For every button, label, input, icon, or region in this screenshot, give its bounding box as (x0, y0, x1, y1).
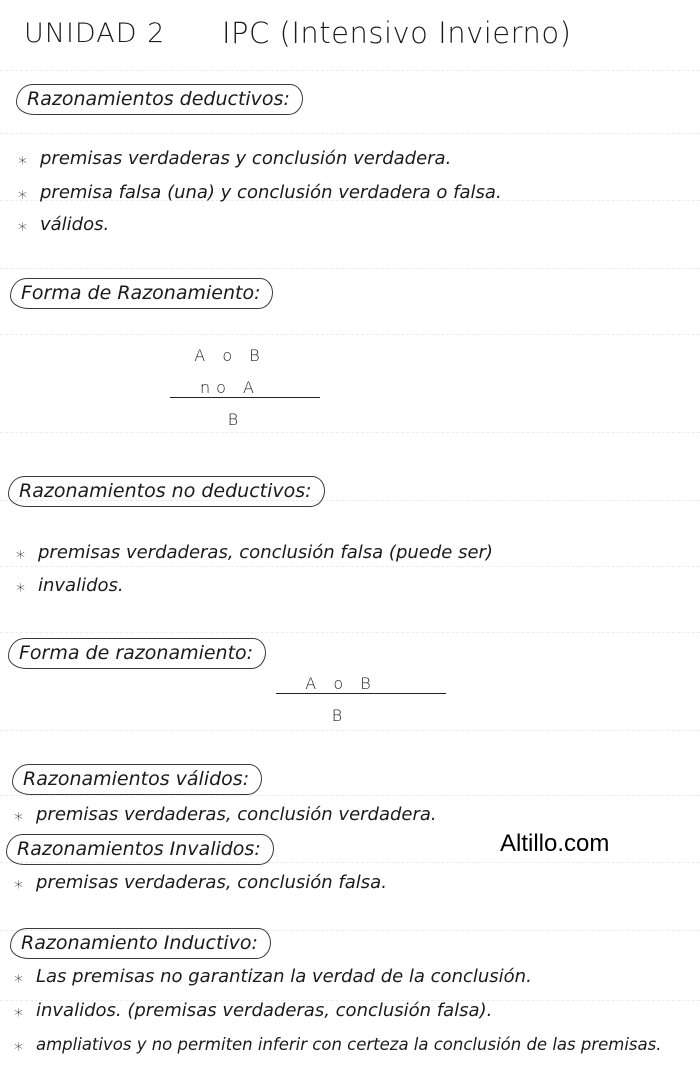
list-item-text: Las premisas no garantizan la verdad de la conclusión. (36, 966, 532, 987)
list-item (14, 1034, 661, 1055)
heading-invalidos: Razonamientos Invalidos: (6, 834, 274, 865)
asterisk-bullet-icon: ⁎ (16, 575, 25, 596)
heading-inductivo: Razonamiento Inductivo: (10, 928, 271, 959)
list-item (14, 804, 437, 825)
page-title: IPC (Intensivo Invierno) (222, 16, 572, 50)
heading-no-deductivos: Razonamientos no deductivos: (8, 476, 325, 507)
formula-premise: A o B (305, 674, 377, 693)
unit-label: UNIDAD 2 (24, 18, 166, 49)
ruled-line (0, 432, 700, 433)
asterisk-bullet-icon: ⁎ (14, 1000, 23, 1021)
formula-conclusion: B (331, 706, 349, 725)
ruled-line (0, 795, 700, 796)
ruled-line (0, 632, 700, 633)
formula-premise: A o B (194, 346, 266, 365)
list-item-text: ampliativos y no permiten inferir con certeza la conclusión de las premisas. (36, 1035, 662, 1054)
asterisk-bullet-icon: ⁎ (14, 966, 23, 987)
heading-forma-razonamiento-2: Forma de razonamiento: (8, 638, 266, 669)
list-item-text: premisa falsa (una) y conclusión verdadera o falsa. (40, 182, 502, 203)
asterisk-bullet-icon: ⁎ (16, 542, 25, 563)
ruled-line (0, 566, 700, 567)
heading-deductivos: Razonamientos deductivos: (16, 84, 303, 115)
list-item-text: premisas verdaderas, conclusión verdadera. (36, 804, 437, 825)
list-item-text: premisas verdaderas y conclusión verdadera. (40, 148, 452, 169)
list-item (14, 1000, 492, 1021)
asterisk-bullet-icon: ⁎ (18, 148, 27, 169)
formula-premise: no A (200, 378, 260, 397)
asterisk-bullet-icon: ⁎ (14, 804, 23, 825)
list-item-text: premisas verdaderas, conclusión falsa (puede ser) (38, 542, 493, 563)
ruled-line (0, 334, 700, 335)
asterisk-bullet-icon: ⁎ (14, 1034, 23, 1055)
list-item-text: invalidos. (38, 575, 124, 596)
formula-inference-line (276, 693, 446, 694)
asterisk-bullet-icon: ⁎ (18, 182, 27, 203)
ruled-line (0, 268, 700, 269)
list-item (16, 575, 124, 596)
list-item (18, 148, 451, 169)
list-item (18, 214, 109, 235)
heading-forma-razonamiento-1: Forma de Razonamiento: (10, 278, 273, 309)
list-item (14, 872, 387, 893)
site-watermark: Altillo.com (500, 830, 610, 857)
asterisk-bullet-icon: ⁎ (14, 872, 23, 893)
list-item (14, 966, 532, 987)
list-item (16, 542, 493, 563)
ruled-line (0, 133, 700, 134)
formula-inference-line (170, 397, 320, 398)
list-item-text: invalidos. (premisas verdaderas, conclusión falsa). (36, 1000, 493, 1021)
formula-conclusion: B (227, 410, 245, 429)
list-item-text: válidos. (40, 214, 110, 235)
asterisk-bullet-icon: ⁎ (18, 214, 27, 235)
list-item-text: premisas verdaderas, conclusión falsa. (36, 872, 387, 893)
ruled-line (0, 70, 700, 71)
ruled-line (0, 730, 700, 731)
list-item (18, 182, 502, 203)
heading-validos: Razonamientos válidos: (12, 764, 262, 795)
